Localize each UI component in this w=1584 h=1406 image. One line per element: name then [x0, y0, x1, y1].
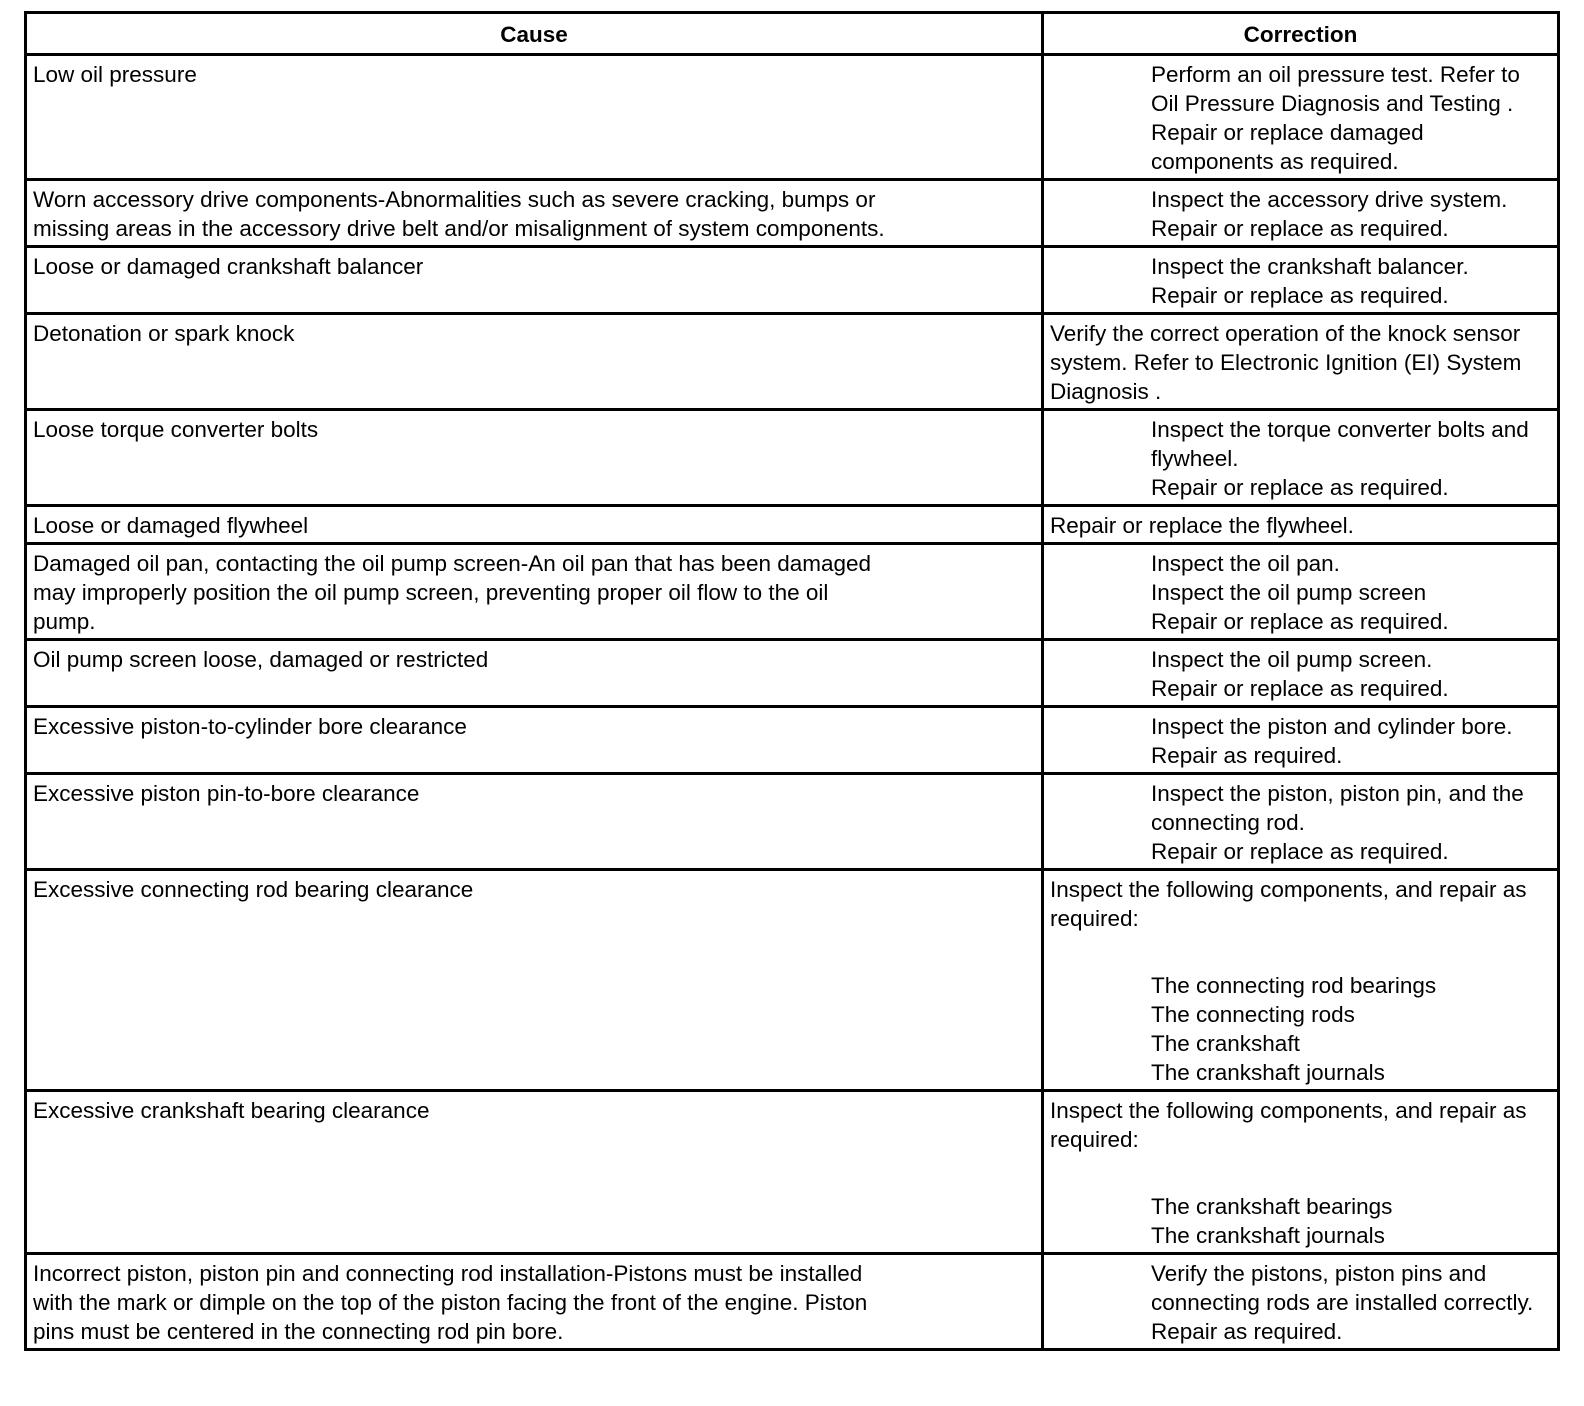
- table-body: [26, 55, 1559, 1350]
- correction-text: Inspect the piston, piston pin, and the: [1151, 781, 1524, 806]
- table-row: [26, 1091, 1559, 1254]
- cause-text: Damaged oil pan, contacting the oil pump screen-An oil pan that has been damaged: [33, 551, 872, 576]
- correction-text: Verify the correct operation of the knock sensor: [1050, 321, 1521, 346]
- correction-text: Repair or replace as required.: [1151, 839, 1449, 864]
- correction-text: The crankshaft bearings: [1151, 1194, 1393, 1219]
- table-row: [26, 314, 1559, 410]
- cause-text: Detonation or spark knock: [33, 321, 295, 346]
- correction-text: Inspect the following components, and repair as: [1050, 877, 1527, 902]
- correction-text: Repair or replace as required.: [1151, 216, 1449, 241]
- cause-text: Excessive crankshaft bearing clearance: [33, 1098, 430, 1123]
- cause-cell: [26, 1254, 1043, 1350]
- correction-text: Inspect the following components, and repair as: [1050, 1098, 1527, 1123]
- cause-cell: [26, 640, 1043, 707]
- correction-cell: [1043, 1091, 1559, 1254]
- correction-text: The crankshaft journals: [1151, 1223, 1385, 1248]
- table-row: [26, 774, 1559, 870]
- correction-text: Repair or replace the flywheel.: [1050, 513, 1354, 538]
- correction-text: Oil Pressure Diagnosis and Testing .: [1151, 91, 1514, 116]
- table-row: [26, 180, 1559, 247]
- cause-cell: [26, 544, 1043, 640]
- correction-cell: [1043, 247, 1559, 314]
- correction-cell: [1043, 707, 1559, 774]
- correction-text: Repair as required.: [1151, 743, 1343, 768]
- correction-text: Inspect the accessory drive system.: [1151, 187, 1508, 212]
- cause-cell: [26, 707, 1043, 774]
- correction-text: Inspect the torque converter bolts and: [1151, 417, 1529, 442]
- cause-text: Oil pump screen loose, damaged or restricted: [33, 647, 489, 672]
- table-row: [26, 707, 1559, 774]
- table-row: [26, 544, 1559, 640]
- correction-text: The crankshaft: [1151, 1031, 1300, 1056]
- cause-text: Incorrect piston, piston pin and connecting rod installation-Pistons must be installed: [33, 1261, 863, 1286]
- correction-text: Inspect the oil pan.: [1151, 551, 1340, 576]
- cause-cell: [26, 774, 1043, 870]
- table-row: [26, 506, 1559, 544]
- correction-text: Repair or replace as required.: [1151, 676, 1449, 701]
- correction-text: Perform an oil pressure test. Refer to: [1151, 62, 1520, 87]
- cause-header: Cause: [26, 13, 1043, 55]
- diagnosis-table: [24, 11, 1560, 1351]
- correction-text: Repair as required.: [1151, 1319, 1343, 1344]
- correction-text: Inspect the oil pump screen.: [1151, 647, 1433, 672]
- correction-text: The crankshaft journals: [1151, 1060, 1385, 1085]
- correction-text: Repair or replace as required.: [1151, 475, 1449, 500]
- cause-text: pump.: [33, 609, 96, 634]
- cause-text: Loose or damaged flywheel: [33, 513, 309, 538]
- correction-cell: [1043, 870, 1559, 1091]
- cause-text: Loose or damaged crankshaft balancer: [33, 254, 424, 279]
- cause-cell: [26, 870, 1043, 1091]
- correction-text: system. Refer to Electronic Ignition (EI) System: [1050, 350, 1522, 375]
- correction-text: Inspect the piston and cylinder bore.: [1151, 714, 1513, 739]
- correction-cell: [1043, 506, 1559, 544]
- cause-text: Low oil pressure: [33, 62, 197, 87]
- table-row: [26, 640, 1559, 707]
- cause-text: with the mark or dimple on the top of the piston facing the front of the engine. Piston: [33, 1290, 868, 1315]
- table-row: [26, 410, 1559, 506]
- cause-cell: [26, 180, 1043, 247]
- correction-cell: [1043, 55, 1559, 180]
- correction-text: required:: [1050, 1127, 1139, 1152]
- correction-text: required:: [1050, 906, 1139, 931]
- correction-text: connecting rods are installed correctly.: [1151, 1290, 1534, 1315]
- cause-text: Excessive piston-to-cylinder bore clearance: [33, 714, 467, 739]
- correction-cell: [1043, 544, 1559, 640]
- cause-cell: [26, 247, 1043, 314]
- cause-text: pins must be centered in the connecting rod pin bore.: [33, 1319, 564, 1344]
- cause-text: missing areas in the accessory drive belt and/or misalignment of system components.: [33, 216, 885, 241]
- table-row: [26, 870, 1559, 1091]
- cause-text: Excessive connecting rod bearing clearance: [33, 877, 474, 902]
- correction-text: Inspect the crankshaft balancer.: [1151, 254, 1469, 279]
- correction-text: The connecting rods: [1151, 1002, 1355, 1027]
- cause-cell: [26, 55, 1043, 180]
- cause-text: Excessive piston pin-to-bore clearance: [33, 781, 420, 806]
- cause-cell: [26, 1091, 1043, 1254]
- spacer: [1050, 1154, 1551, 1192]
- correction-text: Verify the pistons, piston pins and: [1151, 1261, 1487, 1286]
- correction-text: flywheel.: [1151, 446, 1239, 471]
- correction-cell: [1043, 774, 1559, 870]
- cause-text: Worn accessory drive components-Abnormalities such as severe cracking, bumps or: [33, 187, 876, 212]
- cause-cell: [26, 314, 1043, 410]
- correction-text: Diagnosis .: [1050, 379, 1162, 404]
- spacer: [1050, 933, 1551, 971]
- header-row: [26, 13, 1559, 55]
- correction-text: Inspect the oil pump screen: [1151, 580, 1427, 605]
- correction-cell: [1043, 180, 1559, 247]
- correction-text: Repair or replace damaged: [1151, 120, 1424, 145]
- table-row: [26, 247, 1559, 314]
- table-row: [26, 1254, 1559, 1350]
- cause-text: may improperly position the oil pump screen, preventing proper oil flow to the oil: [33, 580, 829, 605]
- cause-text: Loose torque converter bolts: [33, 417, 319, 442]
- correction-text: connecting rod.: [1151, 810, 1305, 835]
- correction-text: Repair or replace as required.: [1151, 609, 1449, 634]
- correction-header: Correction: [1043, 13, 1559, 55]
- correction-text: Repair or replace as required.: [1151, 283, 1449, 308]
- correction-cell: [1043, 640, 1559, 707]
- correction-text: The connecting rod bearings: [1151, 973, 1437, 998]
- correction-cell: [1043, 1254, 1559, 1350]
- correction-cell: [1043, 410, 1559, 506]
- cause-cell: [26, 506, 1043, 544]
- correction-cell: [1043, 314, 1559, 410]
- cause-cell: [26, 410, 1043, 506]
- correction-text: components as required.: [1151, 149, 1399, 174]
- table-row: [26, 55, 1559, 180]
